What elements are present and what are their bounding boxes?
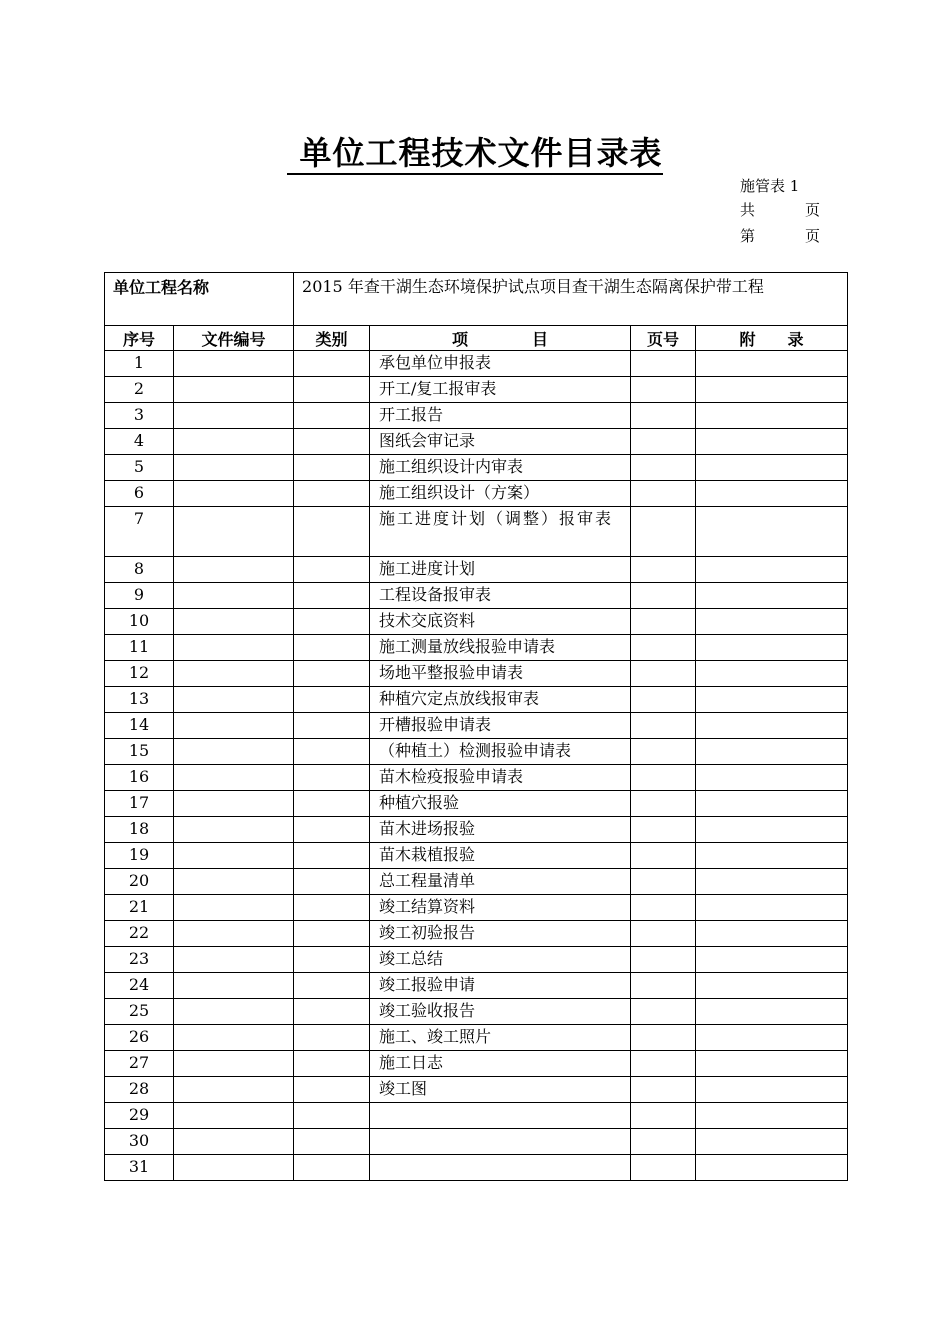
row-page <box>631 1025 696 1051</box>
row-file-no <box>174 739 294 765</box>
row-appendix <box>696 739 848 765</box>
row-item: 苗木检疫报验申请表 <box>370 765 631 791</box>
row-page <box>631 817 696 843</box>
row-file-no <box>174 973 294 999</box>
row-file-no <box>174 429 294 455</box>
row-appendix <box>696 1051 848 1077</box>
row-seq: 11 <box>105 635 174 661</box>
row-category <box>294 557 370 583</box>
table-row <box>105 1103 848 1129</box>
row-seq: 10 <box>105 609 174 635</box>
row-item: 竣工图 <box>370 1077 631 1103</box>
row-page <box>631 429 696 455</box>
header-appendix: 附 录 <box>696 326 848 351</box>
row-file-no <box>174 1025 294 1051</box>
row-seq: 3 <box>105 403 174 429</box>
row-item: 总工程量清单 <box>370 869 631 895</box>
row-item: 种植穴定点放线报审表 <box>370 687 631 713</box>
row-item: 种植穴报验 <box>370 791 631 817</box>
row-page <box>631 557 696 583</box>
row-page <box>631 999 696 1025</box>
row-item: 施工组织设计（方案） <box>370 481 631 507</box>
table-row <box>105 1077 848 1103</box>
row-appendix <box>696 377 848 403</box>
row-appendix <box>696 687 848 713</box>
row-page <box>631 1129 696 1155</box>
row-page <box>631 1051 696 1077</box>
row-seq: 23 <box>105 947 174 973</box>
row-seq: 31 <box>105 1155 174 1181</box>
row-category <box>294 817 370 843</box>
row-category <box>294 999 370 1025</box>
row-appendix <box>696 973 848 999</box>
row-file-no <box>174 351 294 377</box>
row-page <box>631 765 696 791</box>
table-row <box>105 791 848 817</box>
table-row <box>105 377 848 403</box>
row-file-no <box>174 1103 294 1129</box>
table-row <box>105 403 848 429</box>
row-file-no <box>174 921 294 947</box>
table-row <box>105 455 848 481</box>
row-seq: 17 <box>105 791 174 817</box>
row-file-no <box>174 843 294 869</box>
project-label: 单位工程名称 <box>105 273 294 326</box>
row-item: 竣工验收报告 <box>370 999 631 1025</box>
row-page <box>631 947 696 973</box>
row-appendix <box>696 635 848 661</box>
row-seq: 24 <box>105 973 174 999</box>
row-page <box>631 843 696 869</box>
row-file-no <box>174 765 294 791</box>
row-seq: 14 <box>105 713 174 739</box>
row-seq: 30 <box>105 1129 174 1155</box>
row-item: 工程设备报审表 <box>370 583 631 609</box>
table-row <box>105 687 848 713</box>
table-row <box>105 507 848 557</box>
row-file-no <box>174 713 294 739</box>
row-item: 施工日志 <box>370 1051 631 1077</box>
row-category <box>294 661 370 687</box>
row-category <box>294 791 370 817</box>
row-file-no <box>174 895 294 921</box>
row-appendix <box>696 791 848 817</box>
row-page <box>631 1155 696 1181</box>
row-file-no <box>174 687 294 713</box>
row-item: 竣工报验申请 <box>370 973 631 999</box>
project-name: 2015 年查干湖生态环境保护试点项目查干湖生态隔离保护带工程 <box>294 273 848 326</box>
row-category <box>294 481 370 507</box>
row-item: 开工/复工报审表 <box>370 377 631 403</box>
row-appendix <box>696 713 848 739</box>
table-row <box>105 843 848 869</box>
row-appendix <box>696 1155 848 1181</box>
row-page <box>631 661 696 687</box>
row-seq: 4 <box>105 429 174 455</box>
row-category <box>294 609 370 635</box>
row-appendix <box>696 1103 848 1129</box>
table-row <box>105 1129 848 1155</box>
table-row <box>105 351 848 377</box>
row-category <box>294 351 370 377</box>
row-file-no <box>174 869 294 895</box>
document-title: 单位工程技术文件目录表 <box>0 128 950 174</box>
row-item: 承包单位申报表 <box>370 351 631 377</box>
row-category <box>294 583 370 609</box>
row-item: 施工、竣工照片 <box>370 1025 631 1051</box>
row-seq: 1 <box>105 351 174 377</box>
row-item: 场地平整报验申请表 <box>370 661 631 687</box>
row-page <box>631 687 696 713</box>
row-category <box>294 635 370 661</box>
row-item: 图纸会审记录 <box>370 429 631 455</box>
row-seq: 15 <box>105 739 174 765</box>
row-category <box>294 947 370 973</box>
row-page <box>631 895 696 921</box>
row-seq: 12 <box>105 661 174 687</box>
row-seq: 26 <box>105 1025 174 1051</box>
row-appendix <box>696 817 848 843</box>
table-row <box>105 429 848 455</box>
table-row <box>105 895 848 921</box>
row-category <box>294 895 370 921</box>
row-page <box>631 377 696 403</box>
row-file-no <box>174 557 294 583</box>
table-row <box>105 609 848 635</box>
row-seq: 28 <box>105 1077 174 1103</box>
row-page <box>631 455 696 481</box>
row-appendix <box>696 351 848 377</box>
row-appendix <box>696 557 848 583</box>
row-seq: 6 <box>105 481 174 507</box>
row-seq: 21 <box>105 895 174 921</box>
form-code: 施管表 1 <box>740 177 800 195</box>
table-row <box>105 1025 848 1051</box>
table-row <box>105 817 848 843</box>
row-item: 技术交底资料 <box>370 609 631 635</box>
row-file-no <box>174 999 294 1025</box>
row-category <box>294 1155 370 1181</box>
row-page <box>631 973 696 999</box>
table-row <box>105 661 848 687</box>
row-seq: 9 <box>105 583 174 609</box>
row-category <box>294 377 370 403</box>
row-appendix <box>696 609 848 635</box>
row-seq: 25 <box>105 999 174 1025</box>
row-file-no <box>174 791 294 817</box>
row-category <box>294 403 370 429</box>
row-category <box>294 507 370 557</box>
row-category <box>294 1129 370 1155</box>
row-item: 开槽报验申请表 <box>370 713 631 739</box>
row-appendix <box>696 481 848 507</box>
row-appendix <box>696 921 848 947</box>
row-category <box>294 1025 370 1051</box>
row-category <box>294 1103 370 1129</box>
table-row <box>105 557 848 583</box>
row-item: 施工组织设计内审表 <box>370 455 631 481</box>
row-appendix <box>696 895 848 921</box>
row-appendix <box>696 843 848 869</box>
row-item <box>370 1129 631 1155</box>
header-seq: 序号 <box>105 326 174 351</box>
table-row <box>105 739 848 765</box>
row-category <box>294 921 370 947</box>
row-item: 施工测量放线报验申请表 <box>370 635 631 661</box>
row-seq: 13 <box>105 687 174 713</box>
row-appendix <box>696 429 848 455</box>
table-row <box>105 1155 848 1181</box>
row-appendix <box>696 1077 848 1103</box>
row-file-no <box>174 817 294 843</box>
row-seq: 19 <box>105 843 174 869</box>
header-row <box>105 326 848 351</box>
row-seq: 8 <box>105 557 174 583</box>
row-category <box>294 429 370 455</box>
row-appendix <box>696 869 848 895</box>
row-file-no <box>174 507 294 557</box>
table-row <box>105 947 848 973</box>
table-row <box>105 921 848 947</box>
table-row <box>105 765 848 791</box>
row-item: 竣工结算资料 <box>370 895 631 921</box>
row-appendix <box>696 1025 848 1051</box>
table-row <box>105 869 848 895</box>
row-file-no <box>174 635 294 661</box>
row-item: 开工报告 <box>370 403 631 429</box>
row-seq: 16 <box>105 765 174 791</box>
row-page <box>631 921 696 947</box>
row-seq: 27 <box>105 1051 174 1077</box>
row-page <box>631 739 696 765</box>
row-file-no <box>174 1155 294 1181</box>
row-page <box>631 1077 696 1103</box>
row-page <box>631 609 696 635</box>
row-appendix <box>696 455 848 481</box>
row-appendix <box>696 1129 848 1155</box>
row-file-no <box>174 947 294 973</box>
row-item <box>370 1155 631 1181</box>
row-page <box>631 507 696 557</box>
row-file-no <box>174 377 294 403</box>
row-file-no <box>174 1129 294 1155</box>
row-page <box>631 403 696 429</box>
row-category <box>294 687 370 713</box>
row-appendix <box>696 947 848 973</box>
header-category: 类别 <box>294 326 370 351</box>
row-item: 施工进度计划（调整）报审表 <box>370 507 631 557</box>
table-row <box>105 999 848 1025</box>
row-item: 施工进度计划 <box>370 557 631 583</box>
current-page: 第 页 <box>740 227 820 245</box>
table-row <box>105 1051 848 1077</box>
table-row <box>105 583 848 609</box>
row-page <box>631 1103 696 1129</box>
row-page <box>631 351 696 377</box>
row-item: 竣工初验报告 <box>370 921 631 947</box>
row-item: 苗木栽植报验 <box>370 843 631 869</box>
row-category <box>294 455 370 481</box>
row-file-no <box>174 455 294 481</box>
row-page <box>631 791 696 817</box>
row-category <box>294 1077 370 1103</box>
row-file-no <box>174 1077 294 1103</box>
row-appendix <box>696 661 848 687</box>
row-file-no <box>174 583 294 609</box>
row-seq: 29 <box>105 1103 174 1129</box>
row-page <box>631 713 696 739</box>
total-pages: 共 页 <box>740 201 820 219</box>
row-seq: 20 <box>105 869 174 895</box>
row-page <box>631 481 696 507</box>
row-appendix <box>696 507 848 557</box>
file-directory-table <box>104 272 848 1181</box>
row-seq: 5 <box>105 455 174 481</box>
table-row <box>105 973 848 999</box>
table-row <box>105 713 848 739</box>
row-category <box>294 973 370 999</box>
row-seq: 22 <box>105 921 174 947</box>
row-appendix <box>696 765 848 791</box>
row-page <box>631 635 696 661</box>
row-appendix <box>696 583 848 609</box>
row-category <box>294 1051 370 1077</box>
row-seq: 2 <box>105 377 174 403</box>
row-file-no <box>174 481 294 507</box>
table-row <box>105 635 848 661</box>
row-category <box>294 713 370 739</box>
row-category <box>294 739 370 765</box>
row-seq: 7 <box>105 507 174 557</box>
header-item: 项 目 <box>370 326 631 351</box>
row-item: （种植土）检测报验申请表 <box>370 739 631 765</box>
header-file-no: 文件编号 <box>174 326 294 351</box>
row-category <box>294 869 370 895</box>
row-item: 竣工总结 <box>370 947 631 973</box>
row-seq: 18 <box>105 817 174 843</box>
row-appendix <box>696 999 848 1025</box>
row-category <box>294 765 370 791</box>
row-item: 苗木进场报验 <box>370 817 631 843</box>
row-page <box>631 583 696 609</box>
row-page <box>631 869 696 895</box>
row-category <box>294 843 370 869</box>
row-appendix <box>696 403 848 429</box>
header-page: 页号 <box>631 326 696 351</box>
table-row <box>105 481 848 507</box>
row-file-no <box>174 609 294 635</box>
row-file-no <box>174 1051 294 1077</box>
row-file-no <box>174 661 294 687</box>
row-item <box>370 1103 631 1129</box>
row-file-no <box>174 403 294 429</box>
